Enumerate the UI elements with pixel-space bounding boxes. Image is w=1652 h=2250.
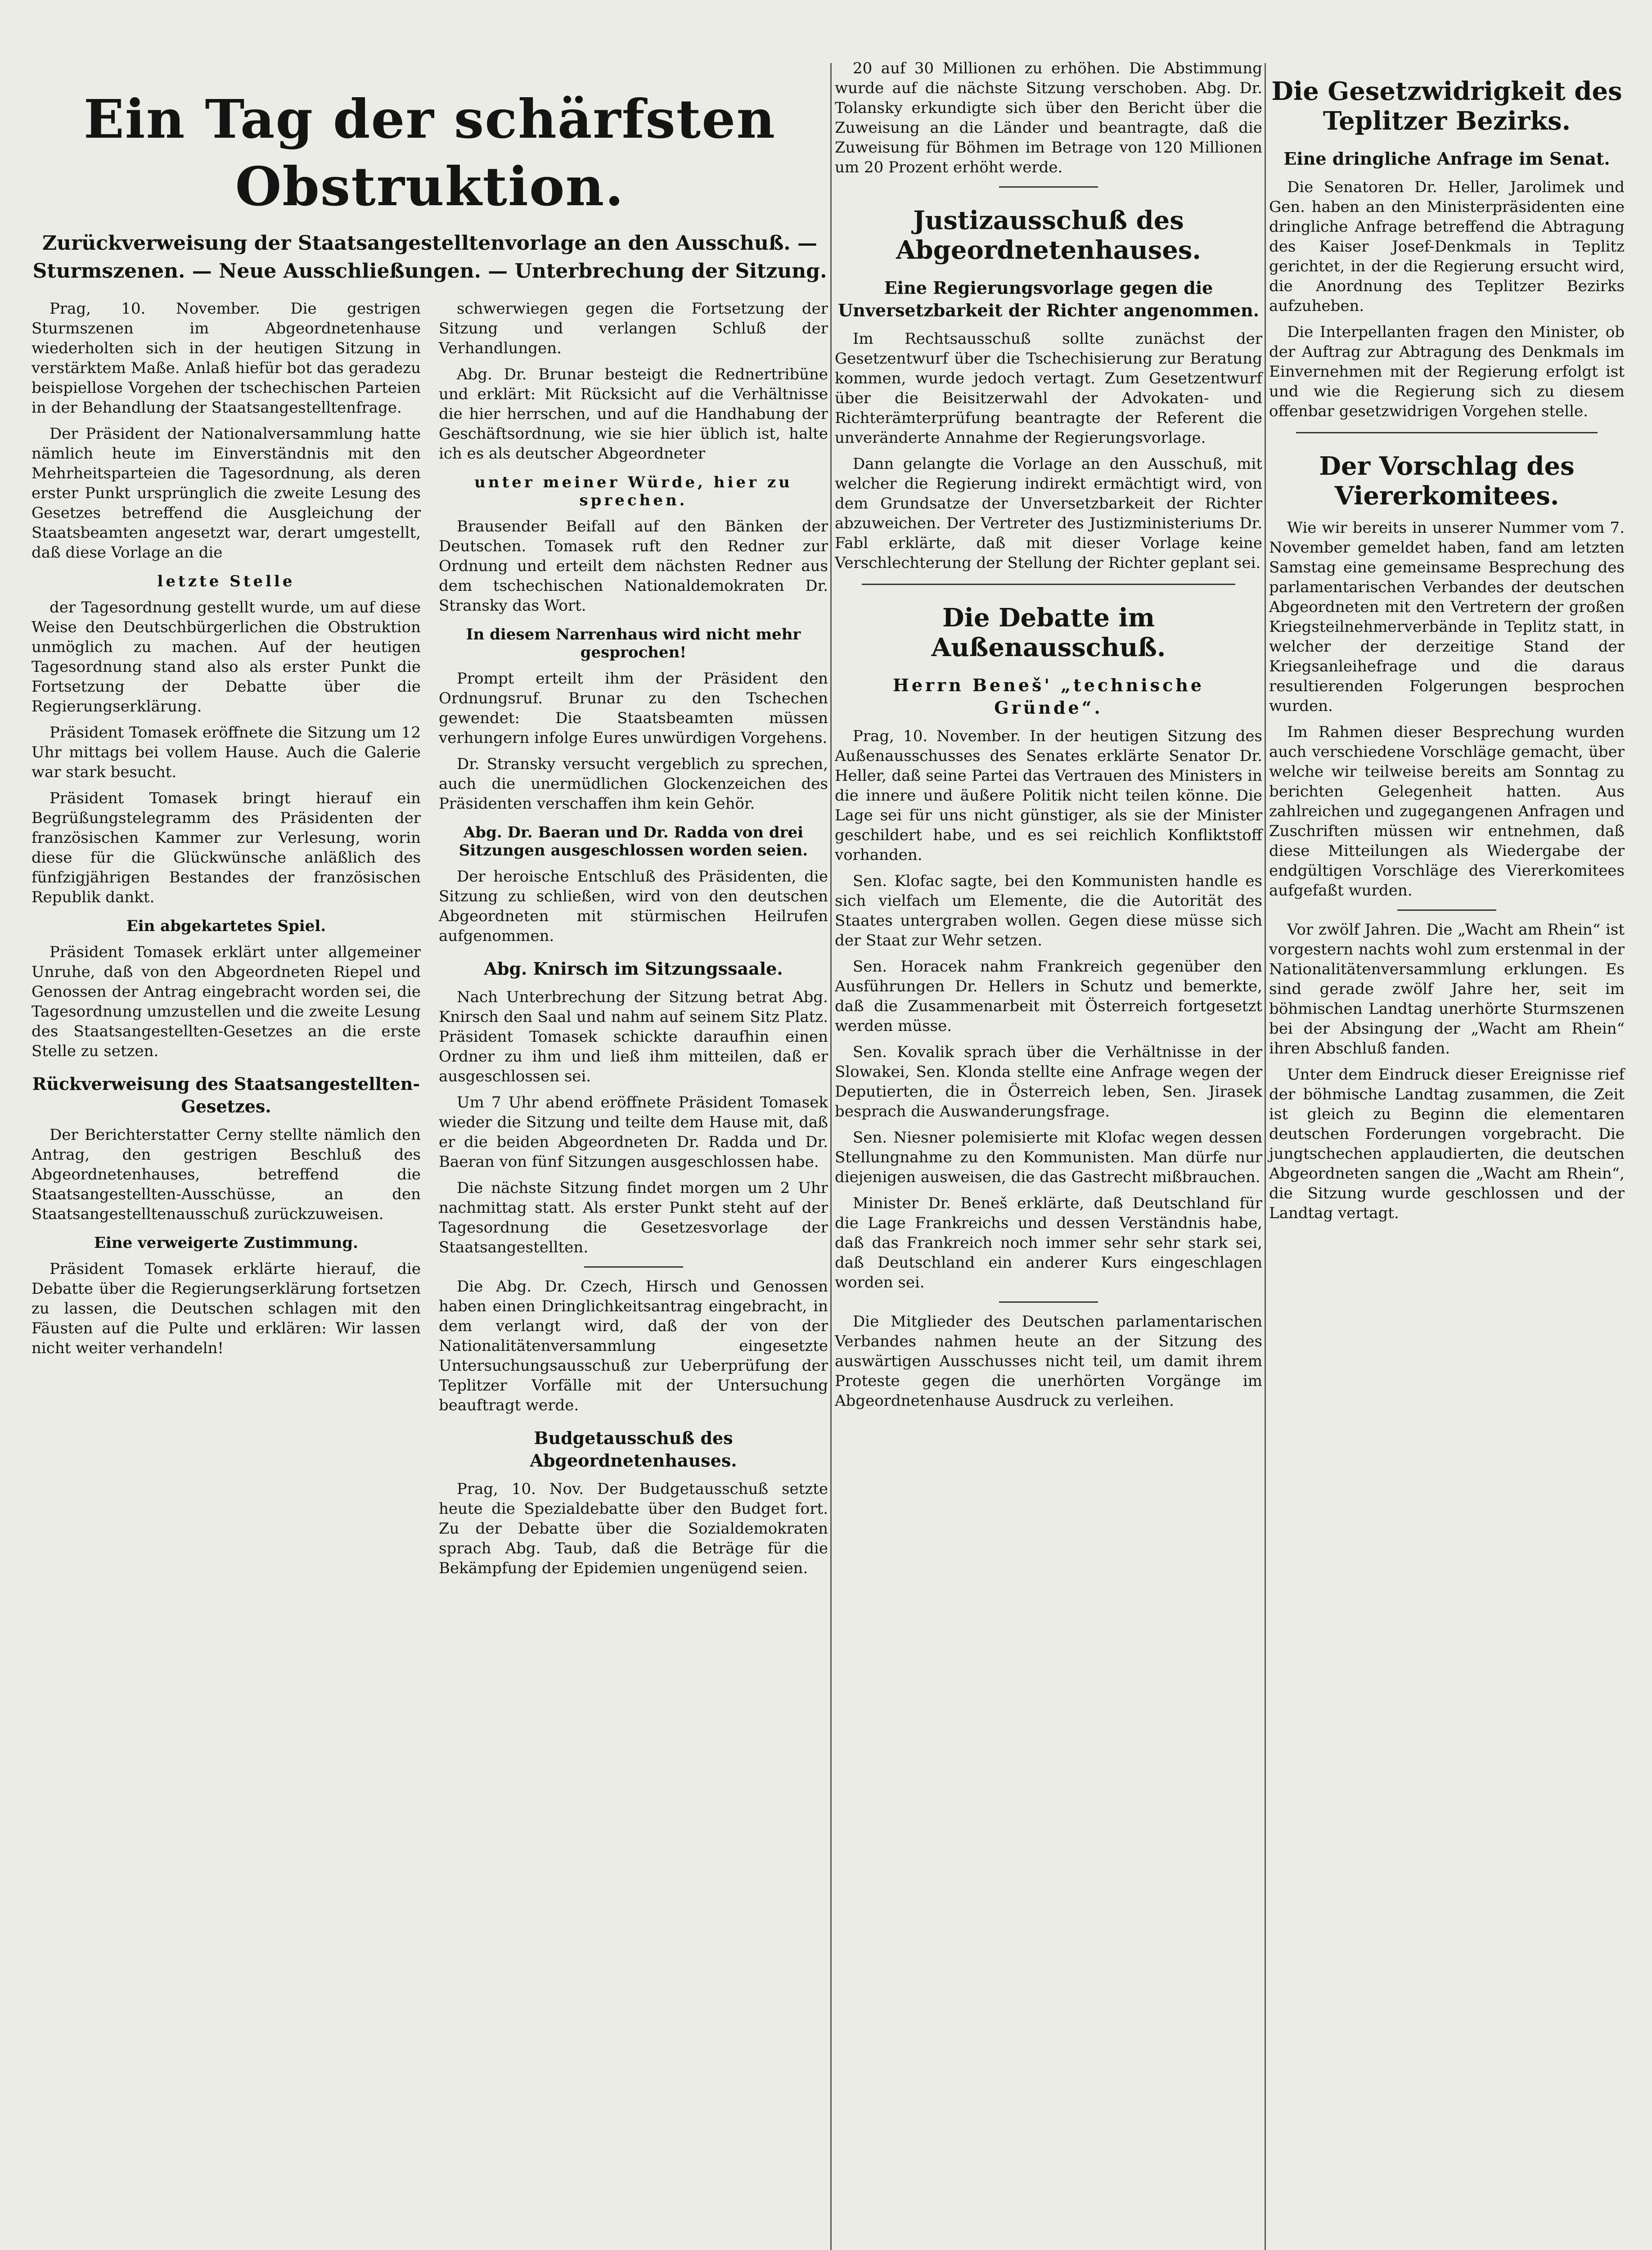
paragraph: Die Mitglieder des Deutschen parlamentarischen Verbandes nahmen heute an der Sitzung des auswärtigen Ausschusses nicht teil, um damit ihrem Proteste gegen die unerhörten Vorgänge im Abgeordnetenhause Ausdruck zu verleihen. [835, 1313, 1262, 1410]
paragraph: Präsident Tomasek erklärte hierauf, die Debatte über die Regierungserklärung fortsetzen zu lassen, die Deutschen schlagen mit den Fäusten auf die Pulte und erklären: Wir lassen nicht weiter verhandeln! [32, 1260, 421, 1357]
paragraph: Prag, 10. November. Die gestrigen Sturmszenen im Abgeordnetenhause wiederholten sich in der heutigen Sitzung in verstärktem Maße. Anlaß hiefür bot das geradezu beispiellose Vorgehen der tschechischen Parteien in der Behandlung der Staatsangestelltenfrage. [32, 300, 421, 417]
divider [584, 1266, 683, 1268]
paragraph: Brausender Beifall auf den Bänken der Deutschen. Tomasek ruft den Redner zur Ordnung und erteilt dem nächsten Redner aus dem tschechischen Nationaldemokraten Dr. Stransky das Wort. [439, 518, 828, 615]
inline-heading: Eine verweigerte Zustimmung. [94, 1234, 358, 1252]
section-subheading-debatte: Herrn Beneš' „technische Gründe“. [892, 675, 1205, 718]
column-rule [1265, 63, 1266, 2250]
column-middle [835, 58, 1262, 1417]
masthead: Ein Tag der schärfsten Obstruktion. [83, 88, 776, 218]
paragraph: Abg. Dr. Brunar besteigt die Rednertribüne und erklärt: Mit Rücksicht auf die Verhältnisse die hier herrschen, und auf die Handhabung der Geschäftsordnung, wie sie hier üblich ist, halte ich es als deutscher Abgeordneter [439, 365, 828, 463]
paragraph: Die Abg. Dr. Czech, Hirsch und Genossen haben einen Dringlichkeitsantrag eingebracht, in dem verlangt wird, daß der von der Nationalitätenversammlung eingesetzte Untersuchungsausschuß zur Ueberprüfung der Teplitzer Vorfälle mit der Untersuchung beauftragt werde. [439, 1278, 828, 1414]
paragraph: Unter dem Eindruck dieser Ereignisse rief der böhmische Landtag zusammen, die Zeit ist gleich zu Beginn die elementaren deutschen Forderungen vorgebracht. Die jungtschechen applaudierten, die deutschen Abgeordneten sangen die „Wacht am Rhein“, die Sitzung wurde geschlossen und der Landtag vertagt. [1269, 1066, 1625, 1222]
inline-heading: In diesem Narrenhaus wird nicht mehr gesprochen! [466, 626, 801, 662]
divider [1397, 909, 1496, 911]
paragraph: Prag, 10. November. In der heutigen Sitzung des Außenausschusses des Senates erklärte Senator Dr. Heller, daß seine Partei das Vertrauen des Ministers in die innere und äußere Politik nicht teilen könne. Die Lage sei für uns nicht günstiger, als sie der Minister geschildert habe, und es sei reichlich Konfliktstoff vorhanden. [835, 727, 1262, 864]
paragraph: Dr. Stransky versucht vergeblich zu sprechen, auch die unermüdlichen Glockenzeichen des Präsidenten verschaffen ihm kein Gehör. [439, 755, 828, 813]
paragraph: Präsident Tomasek bringt hierauf ein Begrüßungstelegramm des Präsidenten der französischen Kammer zur Verlesung, worin diese für die Glückwünsche anläßlich des fünfzigjährigen Bestandes der französischen Republik dankt. [32, 789, 421, 906]
paragraph: Die nächste Sitzung findet morgen um 2 Uhr nachmittag statt. Als erster Punkt steht auf der Tagesordnung die Gesetzesvorlage der Staatsangestellten. [439, 1179, 828, 1256]
paragraph: Nach Unterbrechung der Sitzung betrat Abg. Knirsch den Saal und nahm auf seinem Sitz Platz. Präsident Tomasek schickte daraufhin einen Ordner zu ihm und ließ ihm mitteilen, daß er ausgeschlossen sei. [439, 988, 828, 1085]
paragraph: Um 7 Uhr abend eröffnete Präsident Tomasek wieder die Sitzung und teilte dem Hause mit, daß er die beiden Abgeordneten Dr. Radda und Dr. Baeran von fünf Sitzungen ausgeschlossen habe. [439, 1094, 828, 1171]
section-heading-rueckverweisung: Rückverweisung des Staatsangestellten-Gesetzes. [32, 1074, 420, 1116]
paragraph: Sen. Klofac sagte, bei den Kommunisten handle es sich vielfach um Elemente, die die Autorität des Staates untergraben wollen. Gegen diese müsse sich der Staat zur Wehr setzen. [835, 872, 1262, 950]
paragraph: Im Rahmen dieser Besprechung wurden auch verschiedene Vorschläge gemacht, über welche wir teilweise bereits am Sonntag zu berichten Gelegenheit hatten. Aus zahlreichen und zugegangenen Anfragen und Zuschriften müssen wir entnehmen, daß diese Mitteilungen als Wiedergabe der endgültigen Vorschläge des Viererkomitees aufgefaßt wurden. [1269, 723, 1625, 900]
column-right [1269, 58, 1625, 1229]
paragraph: Wie wir bereits in unserer Nummer vom 7. November gemeldet haben, fand am letzten Samstag eine gemeinsame Besprechung des parlamentarischen Verbandes der deutschen Abgeordneten mit den Vertretern der großen Kriegsteilnehmerverbände in Teplitz statt, in welcher der derzeitige Stand der Kriegsanleihefrage und die daraus resultierenden Folgerungen besprochen wurden. [1269, 519, 1625, 715]
divider [999, 1301, 1098, 1303]
paragraph: Der heroische Entschluß des Präsidenten, die Sitzung zu schließen, wird von den deutschen Abgeordneten mit stürmischen Heilrufen aufgenommen. [439, 868, 828, 945]
section-subheading-justiz: Eine Regierungsvorlage gegen die Unversetzbarkeit der Richter angenommen. [838, 278, 1259, 320]
section-heading-debatte: Die Debatte im Außenausschuß. [931, 603, 1166, 662]
divider [999, 186, 1098, 188]
section-heading-vorschlag: Der Vorschlag des Viererkomitees. [1319, 451, 1575, 511]
divider [862, 584, 1235, 585]
section-heading-gesetzwidrigkeit: Die Gesetzwidrigkeit des Teplitzer Bezirks. [1271, 76, 1622, 136]
paragraph: Die Interpellanten fragen den Minister, ob der Auftrag zur Abtragung des Denkmals im Einvernehmen mit der Regierung erfolgt ist und wie die Regierung sich zu diesem offenbar gesetzwidrigen Vorgehen stelle. [1269, 323, 1625, 420]
main-article-right [439, 299, 828, 1584]
main-article-body [32, 299, 828, 1584]
section-heading-justiz: Justizausschuß des Abgeordnetenhauses. [896, 206, 1201, 265]
paragraph: 20 auf 30 Millionen zu erhöhen. Die Abstimmung wurde auf die nächste Sitzung verschoben. Abg. Dr. Tolansky erkundigte sich über den Bericht über die Zuweisung an die Länder und beantragte, daß die Zuweisung für Böhmen im Betrage von 120 Millionen um 20 Prozent erhöht werde. [835, 59, 1262, 176]
paragraph: Präsident Tomasek eröffnete die Sitzung um 12 Uhr mittags bei vollem Hause. Auch die Galerie war stark besucht. [32, 724, 421, 781]
paragraph: Im Rechtsausschuß sollte zunächst der Gesetzentwurf über die Tschechisierung zur Beratung kommen, wurde jedoch vertagt. Zum Gesetzentwurf über die Beisitzerwahl der Advokaten- und Richterämterprüfung beantragte der Referent die unveränderte Annahme der Regierungsvorlage. [835, 330, 1262, 447]
section-heading-knirsch: Abg. Knirsch im Sitzungssaale. [484, 958, 783, 979]
inline-heading: letzte Stelle [157, 572, 295, 590]
inline-heading: unter meiner Würde, hier zu sprechen. [474, 473, 792, 509]
paragraph: schwerwiegen gegen die Fortsetzung der Sitzung und verlangen Schluß der Verhandlungen. [439, 300, 828, 357]
paragraph: Minister Dr. Beneš erklärte, daß Deutschland für die Lage Frankreichs und dessen Verständnis habe, daß das Frankreich noch immer sehr sehr stark sei, daß Deutschland ein anderer Kurs eingeschlagen worden sei. [835, 1194, 1262, 1292]
section-subheading-gesetzwidrigkeit: Eine dringliche Anfrage im Senat. [1283, 148, 1610, 169]
paragraph: Sen. Horacek nahm Frankreich gegenüber den Ausführungen Dr. Hellers in Schutz und bemerkte, daß die Zusammenarbeit mit Österreich fortgesetzt werden müsse. [835, 958, 1262, 1035]
paragraph: Prompt erteilt ihm der Präsident den Ordnungsruf. Brunar zu den Tschechen gewendet: Die Staatsbeamten müssen verhungern infolge Eures unwürdigen Vorgehens. [439, 670, 828, 747]
paragraph: Sen. Niesner polemisierte mit Klofac wegen dessen Stellungnahme zu den Kommunisten. Man dürfe nur diejenigen ausweisen, die das Gastrecht mißbrauchen. [835, 1129, 1262, 1186]
column-rule [830, 63, 832, 2250]
paragraph: Der Berichterstatter Cerny stellte nämlich den Antrag, den gestrigen Beschluß des Abgeordnetenhauses, betreffend die Staatsangestellten-Ausschüsse, an den Staatsangestelltenausschuß zurückzuweisen. [32, 1126, 421, 1223]
paragraph: der Tagesordnung gestellt wurde, um auf diese Weise den Deutschbürgerlichen die Obstruktion unmöglich zu machen. Auf der heutigen Tagesordnung stand also als erster Punkt die Fortsetzung der Debatte über die Regierungserklärung. [32, 598, 421, 716]
subheadline: Zurückverweisung der Staatsangestelltenvorlage an den Ausschuß. — Sturmszenen. — Neue Ausschließungen. — Unterbrechung der Sitzung. [32, 232, 827, 283]
inline-heading: Abg. Dr. Baeran und Dr. Radda von drei Sitzungen ausgeschlossen worden seien. [459, 824, 808, 860]
paragraph: Sen. Kovalik sprach über die Verhältnisse in der Slowakei, Sen. Klonda stellte eine Anfrage wegen der Deputierten, die in Österreich leben, Sen. Jirasek besprach die Auswanderungsfrage. [835, 1043, 1262, 1120]
paragraph: Dann gelangte die Vorlage an den Ausschuß, mit welcher die Regierung indirekt ermächtigt wird, von dem Grundsatze der Unversetzbarkeit der Richter abzuweichen. Der Vertreter des Justizministeriums Dr. Fabl erklärte, daß mit dieser Vorlage keine Verschlechterung der Stellung der Richter geplant sei. [835, 455, 1262, 572]
inline-heading: Ein abgekartetes Spiel. [126, 917, 326, 935]
paragraph: Prag, 10. Nov. Der Budgetausschuß setzte heute die Spezialdebatte über den Budget fort. Zu der Debatte über die Sozialdemokraten sprach Abg. Taub, daß die Beträge für die Bekämpfung der Epidemien ungenügend seien. [439, 1480, 828, 1577]
paragraph: Vor zwölf Jahren. Die „Wacht am Rhein“ ist vorgestern nachts wohl zum erstenmal in der Nationalitätenversammlung erklungen. Es sind gerade zwölf Jahre her, seit im böhmischen Landtag unerhörte Sturmszenen bei der Absingung der „Wacht am Rhein“ ihren Abschluß fanden. [1269, 921, 1625, 1058]
paragraph: Die Senatoren Dr. Heller, Jarolimek und Gen. haben an den Ministerpräsidenten eine dringliche Anfrage betreffend die Abtragung des Kaiser Josef-Denkmals in Teplitz gerichtet, in der die Regierung ersucht wird, die Anordnung des Teplitzer Bezirks aufzuheben. [1269, 178, 1625, 315]
main-article [32, 68, 828, 1584]
main-article-left [32, 299, 421, 1584]
paragraph: Präsident Tomasek erklärt unter allgemeiner Unruhe, daß von den Abgeordneten Riepel und Genossen der Antrag eingebracht worden sei, die Tagesordnung umzustellen und die zweite Lesung des Staatsangestellten-Gesetzes an die erste Stelle zu setzen. [32, 943, 421, 1060]
section-heading-budget: Budgetausschuß des Abgeordnetenhauses. [530, 1428, 737, 1471]
divider [1296, 432, 1598, 433]
paragraph: Der Präsident der Nationalversammlung hatte nämlich heute im Einverständnis mit den Mehrheitsparteien die Tagesordnung, als deren erster Punkt ursprünglich die zweite Lesung des Gesetzes betreffend die Ausgleichung der Staatsbeamten angesetzt war, derart umgestellt, daß diese Vorlage an die [32, 425, 421, 562]
